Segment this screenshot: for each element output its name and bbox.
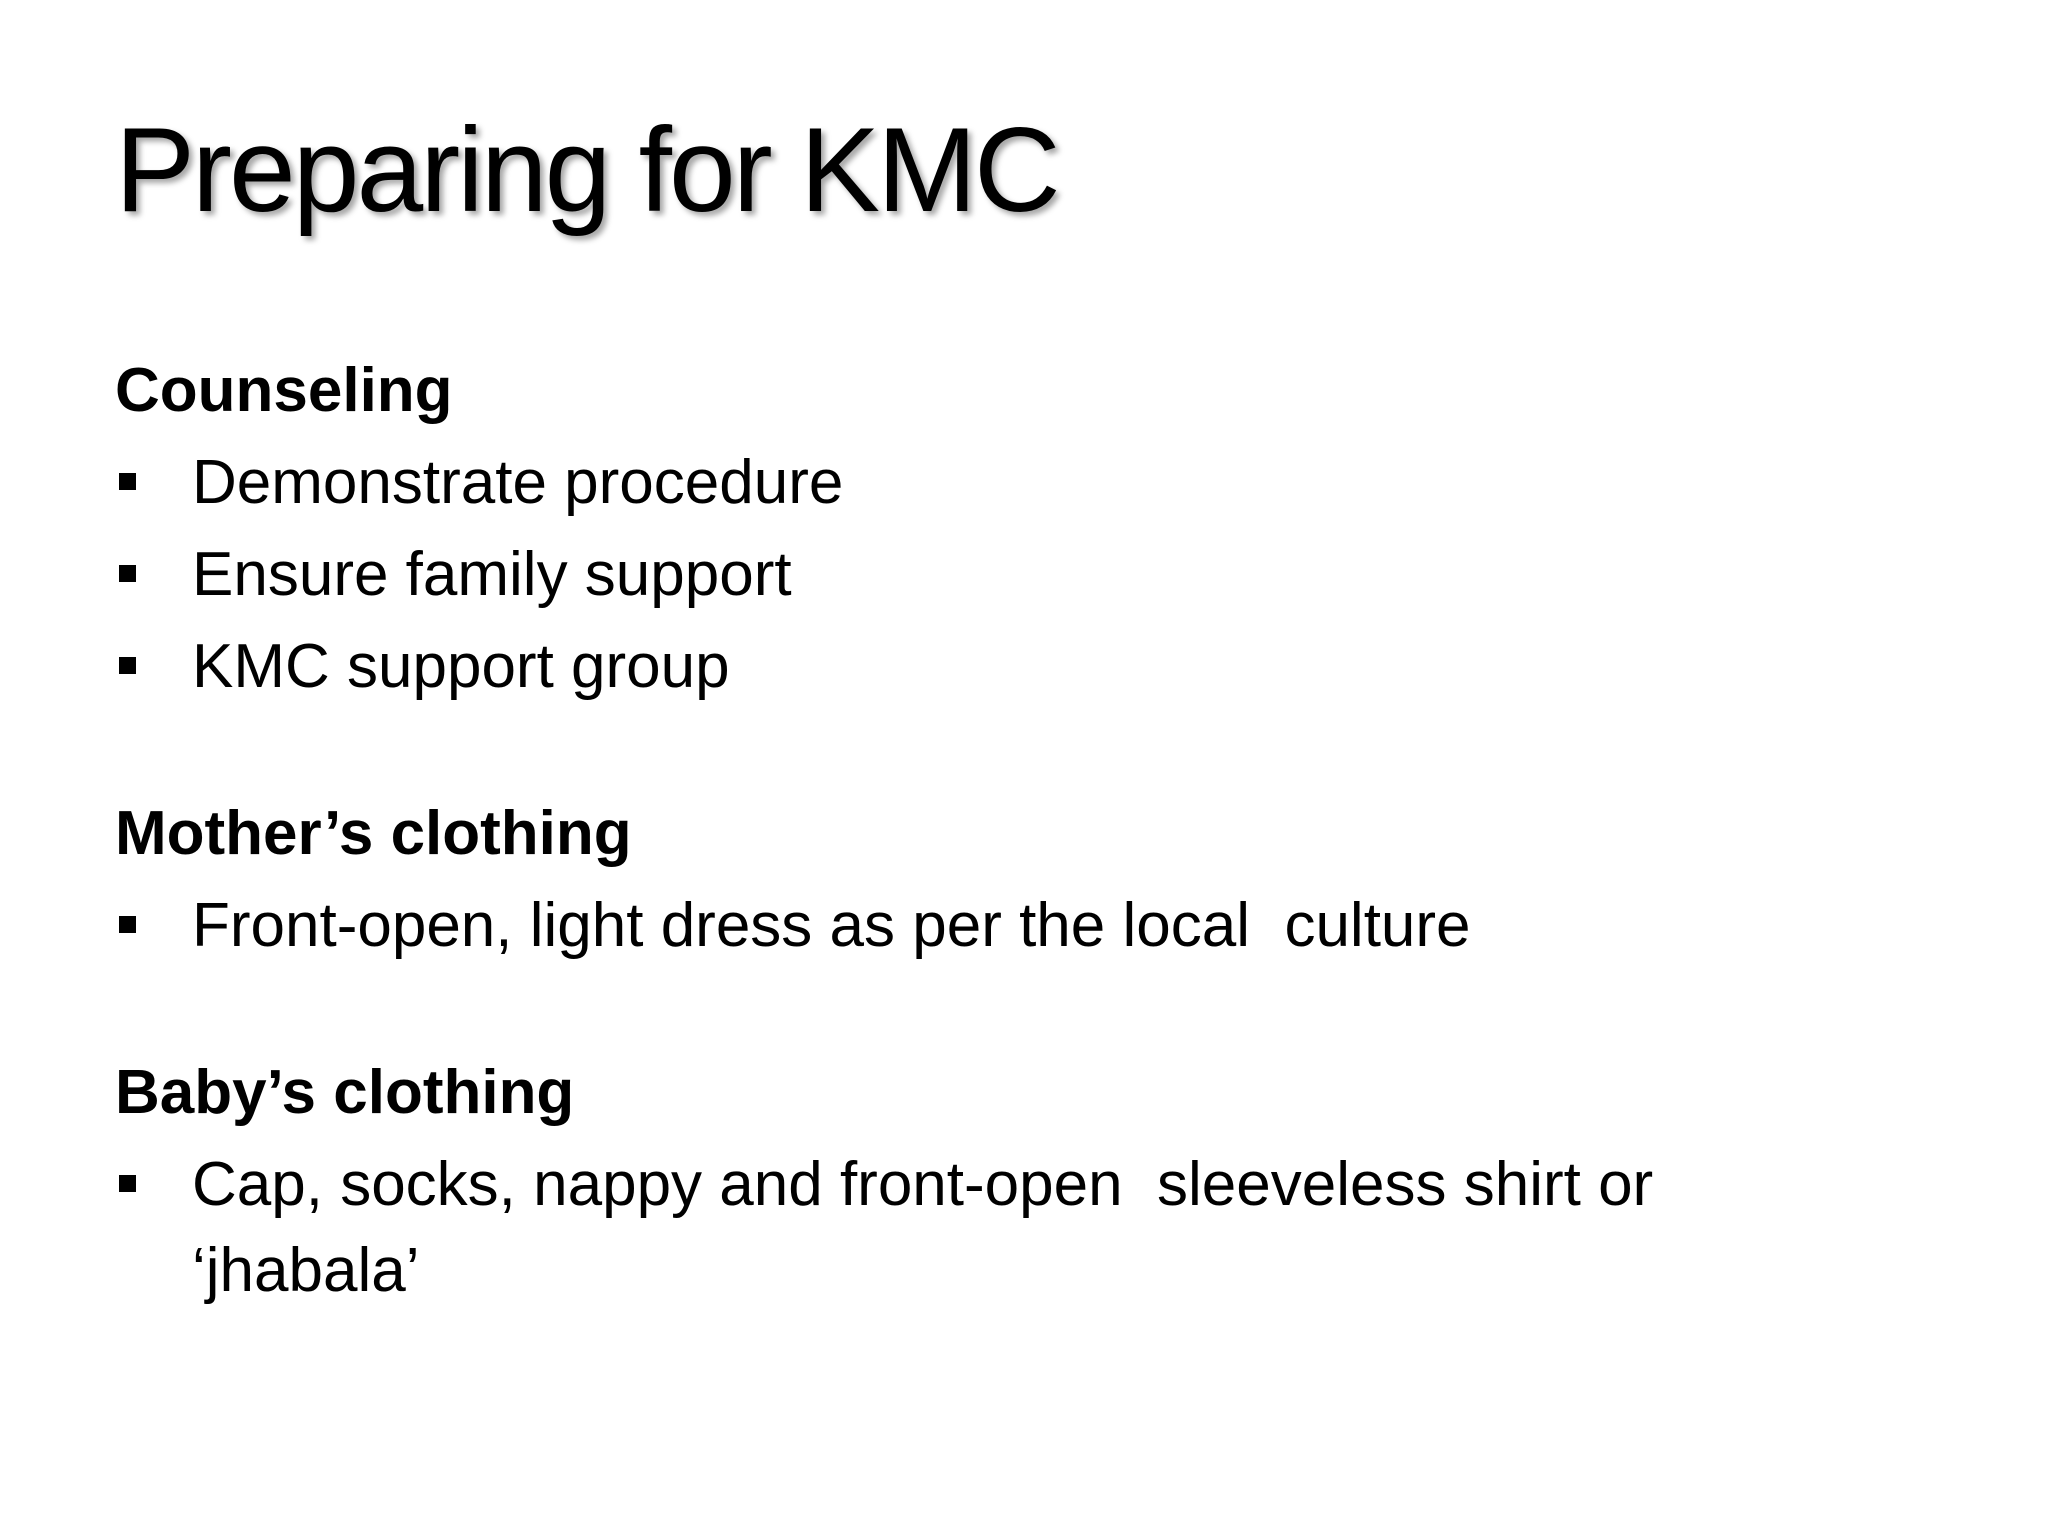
square-bullet-icon [119, 916, 136, 933]
list-item [115, 880, 1965, 972]
square-bullet-icon [119, 1175, 136, 1192]
square-bullet-icon [119, 565, 136, 582]
list-item [115, 437, 1965, 529]
section-counseling [115, 345, 1965, 713]
bullet-text: Demonstrate procedure [192, 448, 844, 517]
bullet-list [115, 437, 1965, 713]
section-heading: Mother’s clothing [115, 799, 632, 868]
bullet-text: Front-open, light dress as per the local culture [192, 891, 1471, 960]
square-bullet-icon [119, 473, 136, 490]
bullet-text: KMC support group [192, 632, 730, 701]
list-item [115, 621, 1965, 713]
square-bullet-icon [119, 657, 136, 674]
slide-title: Preparing for KMC [115, 103, 1058, 237]
section-heading: Baby’s clothing [115, 1058, 575, 1127]
bullet-text: Ensure family support [192, 540, 792, 609]
list-item [115, 529, 1965, 621]
list-item [115, 1139, 1965, 1317]
bullet-text: Cap, socks, nappy and front-open sleeveless shirt or ‘jhabala’ [192, 1150, 1671, 1305]
bullet-list [115, 1139, 1965, 1317]
section-mothers-clothing [115, 788, 1965, 972]
section-heading: Counseling [115, 356, 453, 425]
section-babys-clothing [115, 1047, 1965, 1317]
bullet-list [115, 880, 1965, 972]
slide-content [115, 345, 1965, 1317]
